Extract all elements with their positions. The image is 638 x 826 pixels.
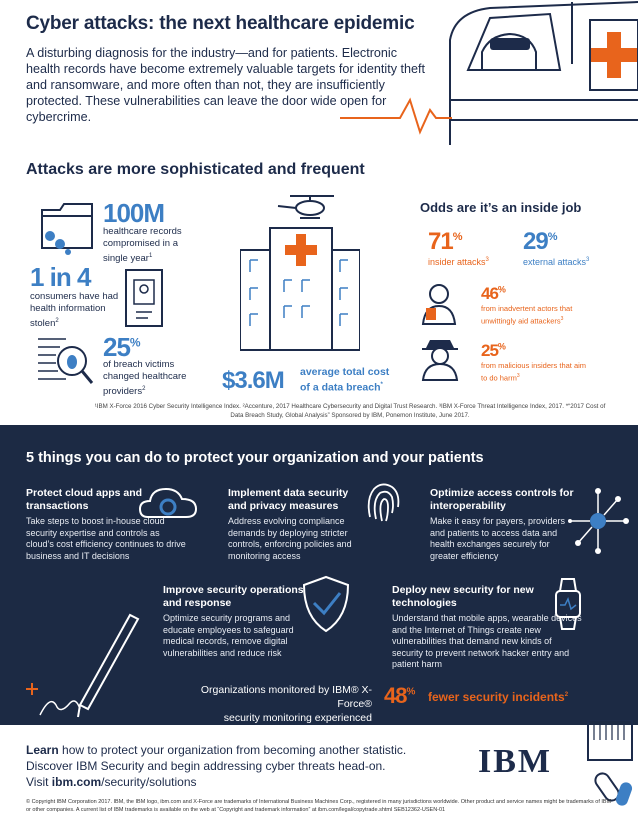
- inside-job-title: Odds are it’s an inside job: [420, 200, 582, 215]
- action-access-desc: Make it easy for payers, providers and patients to access data and health exchanges securely for greater efficiency: [430, 516, 566, 561]
- folder-icon: [38, 200, 96, 255]
- action-operations-title: Improve security operations and response: [163, 584, 304, 609]
- malicious-label: from malicious insiders that aim to do harm$^3$: [481, 361, 587, 383]
- learn-cta: [26, 742, 466, 790]
- xforce-label: fewer security incidents$^2$: [428, 690, 569, 704]
- malicious-value: 25%: [481, 341, 505, 360]
- action-data-title: Implement data security and privacy measures: [228, 487, 349, 512]
- insider-label: insider attacks$^3$: [428, 257, 489, 267]
- stat-cost-label: average total cost of a data breach*: [300, 366, 390, 394]
- learn-line2: Discover IBM Security and begin addressing cyber threats head-on.: [26, 759, 386, 773]
- sources-footnote: ¹IBM X-Force 2016 Cyber Security Intelligence Index. ²Accenture, 2017 Healthcare Cybersecurity and Digital Trust Research. ³IBM X-Force Threat Intelligence Index, 2017. *“2017 Cost of Data Breach Study, Global Analysis” Sponsored by IBM, Ponemon Institute, June 2017.: [94, 403, 606, 419]
- section-title-attacks: Attacks are more sophisticated and frequent: [26, 161, 365, 178]
- network-hub-icon: [568, 485, 630, 555]
- xforce-text: [172, 683, 372, 725]
- action-data-desc: Address evolving compliance demands by deploying stricter controls, enforcing policies and monitoring access: [228, 516, 352, 561]
- xforce-text-line2: security monitoring experienced: [223, 712, 372, 724]
- action-access-title: Optimize access controls for interoperability: [430, 487, 574, 512]
- fingerprint-icon: [362, 477, 402, 525]
- external-value: 29%: [523, 228, 557, 255]
- legal-footer: © Copyright IBM Corporation 2017. IBM, the IBM logo, ibm.com and X-Force are trademarks of International Business Machines Corp., registered in many jurisdictions worldwide. Other product and service names might be trademarks of IBM or other companies. A current list of IBM trademarks is available on the web at “Copyright and trademark information” at ibm.com/legal/copytrade.shtml SEB12362-USEN-01: [26, 799, 612, 813]
- smartwatch-icon: [548, 577, 588, 631]
- insider-value: 71%: [428, 228, 462, 255]
- xforce-text-line1: Organizations monitored by IBM® X-Force®: [200, 684, 372, 710]
- ibm-logo: [478, 743, 578, 780]
- inadvertent-actor-icon: [420, 282, 458, 326]
- stat-cost-value: $3.6M: [222, 367, 284, 394]
- inadvertent-value: 46%: [481, 284, 505, 303]
- action-newtech-title: Deploy new security for new technologies: [392, 584, 534, 609]
- solutions-link[interactable]: ibm.com/security/solutions: [51, 775, 197, 789]
- action-cloud-title: Protect cloud apps and transactions: [26, 487, 143, 512]
- pen-signature-icon: [20, 605, 140, 725]
- section-title-protect: 5 things you can do to protect your organization and your patients: [26, 450, 484, 466]
- external-label: external attacks$^3$: [523, 257, 590, 267]
- stat-breach-label: of breach victims changed healthcare providers$^2$: [103, 359, 187, 398]
- ambulance-illustration: [340, 0, 638, 145]
- action-operations-desc: Optimize security programs and educate employees to safeguard medical records, remove digital vulnerabilities and reduce risk: [163, 613, 294, 658]
- xforce-value: 48%: [384, 683, 415, 708]
- stat-records-value: 100M: [103, 198, 165, 228]
- hospital-illustration: [240, 190, 360, 360]
- ibm-logo-text: IBM: [478, 746, 578, 778]
- page-title: Cyber attacks: the next healthcare epidemic: [26, 13, 415, 34]
- learn-line1: Learn how to protect your organization from becoming another statistic.: [26, 743, 407, 757]
- stat-consumers-value: 1 in 4: [30, 262, 91, 292]
- cloud-gear-icon: [138, 477, 200, 529]
- malicious-insider-icon: [420, 336, 460, 382]
- protect-section: [0, 425, 638, 725]
- id-card-icon: [124, 268, 164, 328]
- shield-icon: [300, 573, 352, 635]
- intro-paragraph: A disturbing diagnosis for the industry—and for patients. Electronic health records have become extremely valuable targets for identity theft and ransomware, and more often than not, they are insufficiently protected. These vulnerabilities can leave the door wide open for cybercrime.: [26, 46, 426, 124]
- stat-consumers-label: consumers have had health information stolen$^2$: [30, 291, 119, 330]
- stat-breach-value: 25%: [103, 332, 140, 362]
- action-cloud-desc: Take steps to boost in-house cloud security expertise and controls as cloud’s cost efficiency continues to drive business and IT decisions: [26, 516, 186, 561]
- stat-records-label: healthcare records compromised in a single year$^1$: [103, 226, 182, 265]
- bug-magnifier-icon: [36, 333, 96, 388]
- inadvertent-label: from inadvertent actors that unwittingly aid attackers$^3$: [481, 304, 573, 326]
- action-newtech-desc: Understand that mobile apps, wearable devices and the Internet of Things create new vulnerabilities that demand new kinds of security to prevent network hacker entry and patient harm: [392, 613, 582, 669]
- learn-line3: Visit ibm.com/security/solutions: [26, 775, 197, 789]
